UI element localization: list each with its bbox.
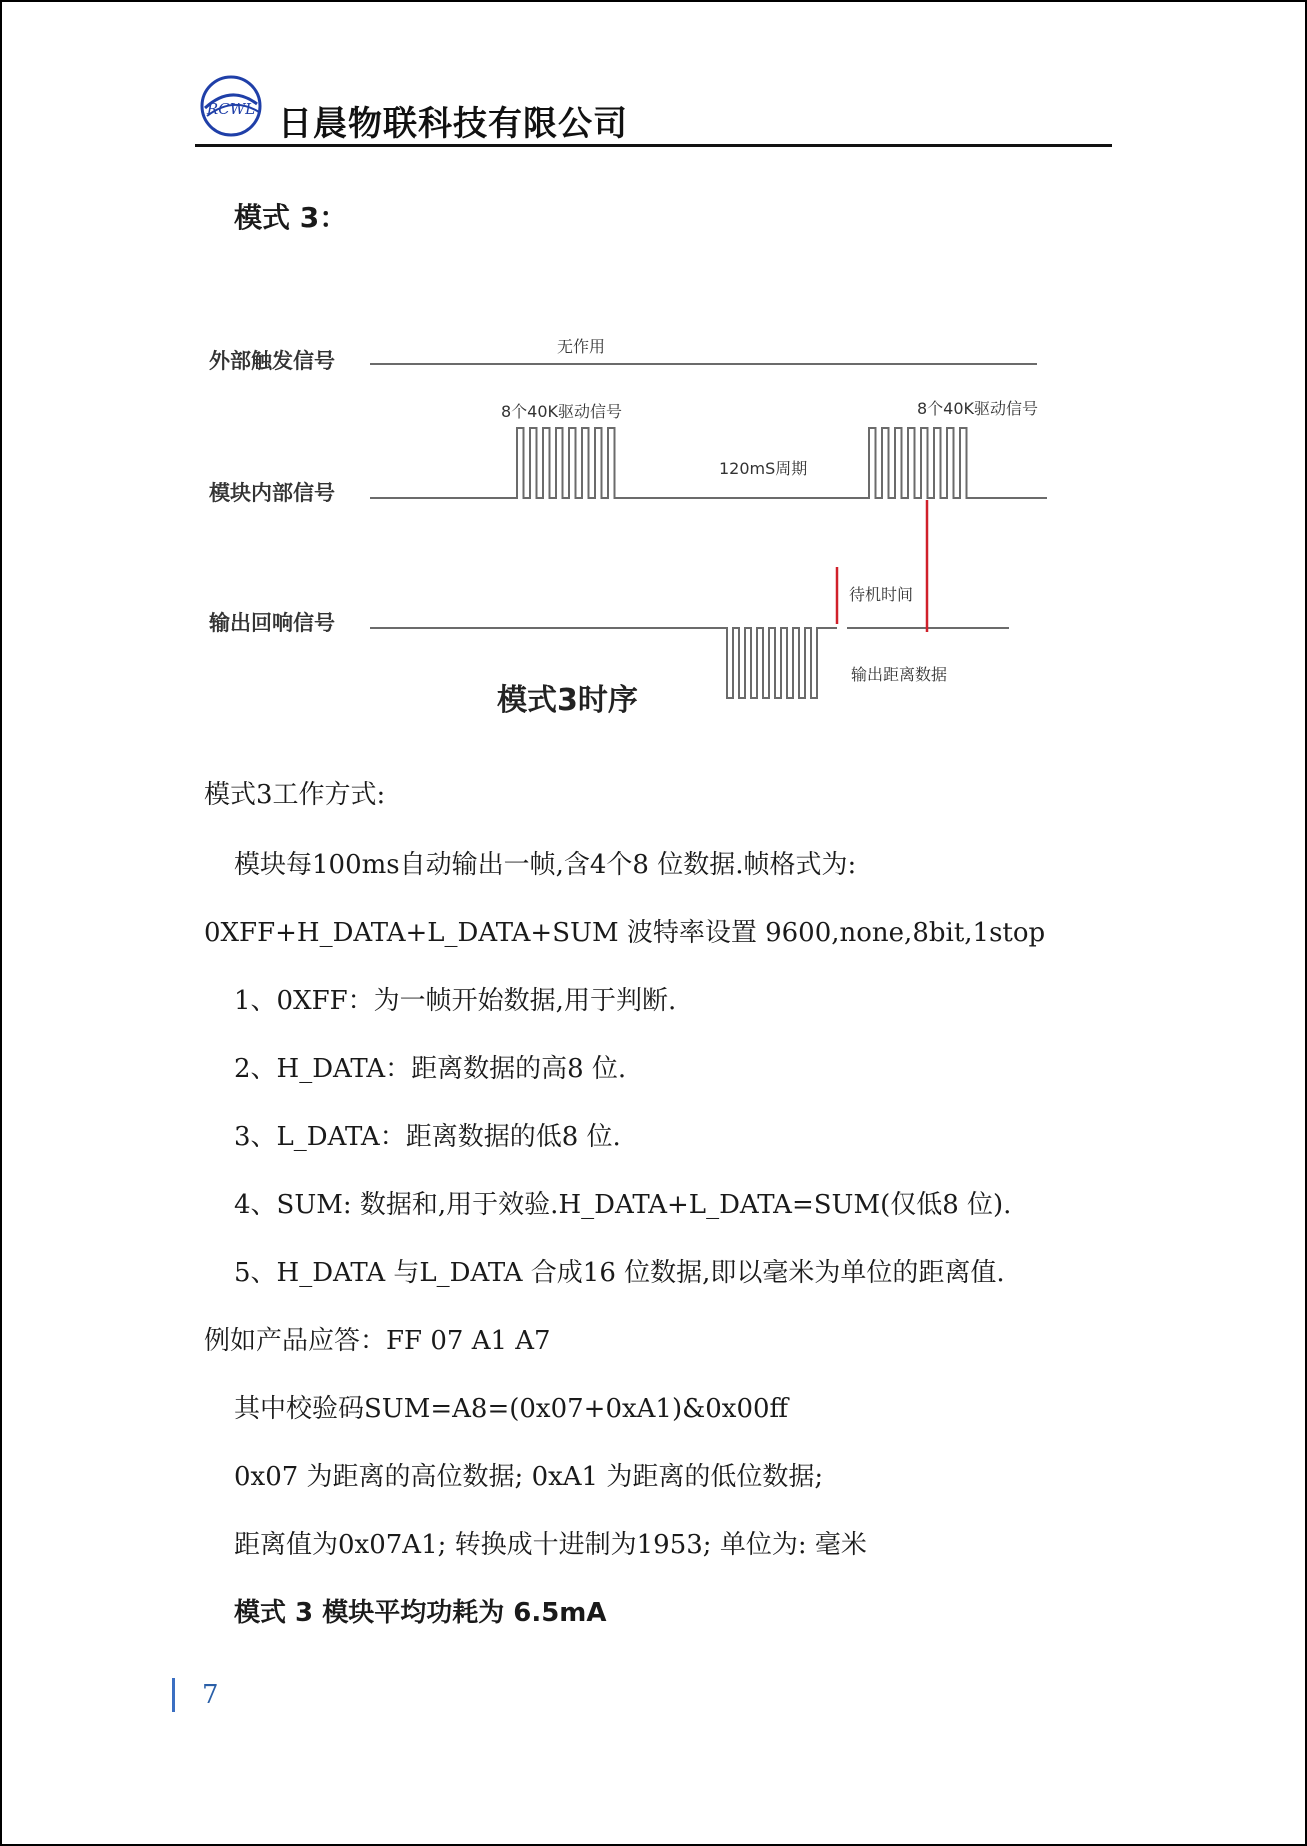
note-drive-signal-1: 8个40K驱动信号	[501, 402, 623, 421]
diagram-caption: 模式3时序	[497, 683, 638, 718]
company-name: 日晨物联科技有限公司	[278, 104, 628, 144]
note-drive-signal-2: 8个40K驱动信号	[917, 399, 1039, 418]
company-logo-icon	[199, 74, 263, 138]
power-consumption: 模式 3 模块平均功耗为 6.5mA	[234, 1598, 607, 1628]
paragraph-frame-format: 0XFF+H_DATA+L_DATA+SUM 波特率设置 9600,none,8bit,1stop	[204, 918, 1046, 948]
list-item-4: 4、SUM: 数据和,用于效验.H_DATA+L_DATA=SUM(仅低8 位).	[234, 1190, 1012, 1220]
timing-diagram	[195, 302, 1075, 732]
page-number: 7	[202, 1680, 219, 1710]
label-external-trigger: 外部触发信号	[209, 349, 335, 373]
label-internal-signal: 模块内部信号	[209, 481, 335, 505]
note-no-effect: 无作用	[557, 337, 606, 356]
list-item-5: 5、H_DATA 与L_DATA 合成16 位数据,即以毫米为单位的距离值.	[234, 1258, 1005, 1288]
section-heading: 模式 3：	[234, 201, 348, 234]
echo-signal-waveform	[370, 628, 1009, 698]
page-number-bar	[172, 1678, 175, 1712]
paragraph-frame-desc: 模块每100ms自动输出一帧,含4个8 位数据.帧格式为:	[234, 850, 857, 880]
header-divider	[195, 144, 1112, 147]
example-checksum: 其中校验码SUM=A8=(0x07+0xA1)&0x00ff	[234, 1394, 789, 1424]
list-item-3: 3、L_DATA：距离数据的低8 位.	[234, 1122, 621, 1152]
svg-text:RCWL: RCWL	[206, 100, 256, 118]
note-output-data: 输出距离数据	[851, 665, 948, 684]
list-item-2: 2、H_DATA：距离数据的高8 位.	[234, 1054, 627, 1084]
list-item-1: 1、0XFF：为一帧开始数据,用于判断.	[234, 986, 677, 1016]
label-echo-output: 输出回响信号	[209, 611, 335, 635]
example-response: 例如产品应答：FF 07 A1 A7	[204, 1326, 551, 1356]
example-distance: 距离值为0x07A1; 转换成十进制为1953; 单位为: 毫米	[234, 1530, 867, 1560]
example-high-low: 0x07 为距离的高位数据; 0xA1 为距离的低位数据;	[234, 1462, 824, 1492]
note-period: 120mS周期	[719, 459, 808, 478]
internal-signal-waveform	[370, 428, 1047, 498]
note-standby: 待机时间	[849, 585, 914, 604]
work-mode-title: 模式3工作方式:	[204, 780, 386, 810]
